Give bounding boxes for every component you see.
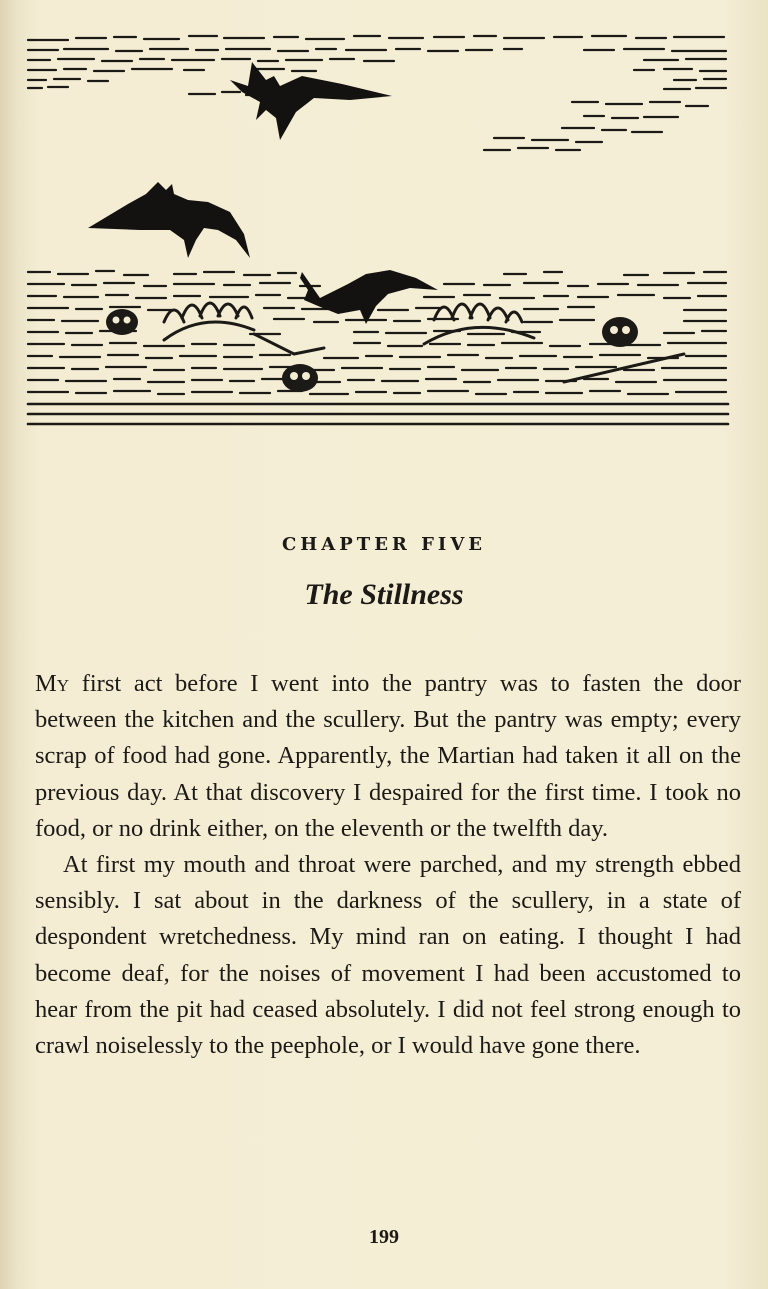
skeleton-bones [164,303,684,382]
page-number: 199 [369,1226,399,1248]
chapter-body [35,666,741,1064]
crows-over-skeletons-illustration [24,22,732,436]
paragraph-1-text: first act before I went into the pantry was to fasten the door between the kitchen and the scullery. But the pantry was empty; every scrap of food had gone. Apparently, the Martian had taken it all on the previous day. At that discovery I despaired for the first time. I took no food, or no drink either, on the eleventh or the twelfth day. [35,670,741,842]
paragraph-1-opening-word: My [35,670,70,697]
paragraph-2: At first my mouth and throat were parched, and my strength ebbed sensibly. I sat about in the darkness of the scullery, in a state of despondent wretchedness. My mind ran on eating. I thought I had become deaf, for the noises of movement I had been accustomed to hear from the pit had ceased absolutely. I did not feel strong enough to crawl noiselessly to the peephole, or I would have gone there. [35,851,741,1060]
chapter-title: The Stillness [304,578,464,611]
paragraph-1 [35,666,741,847]
crows [88,62,438,324]
chapter-label: CHAPTER FIVE [281,534,487,555]
